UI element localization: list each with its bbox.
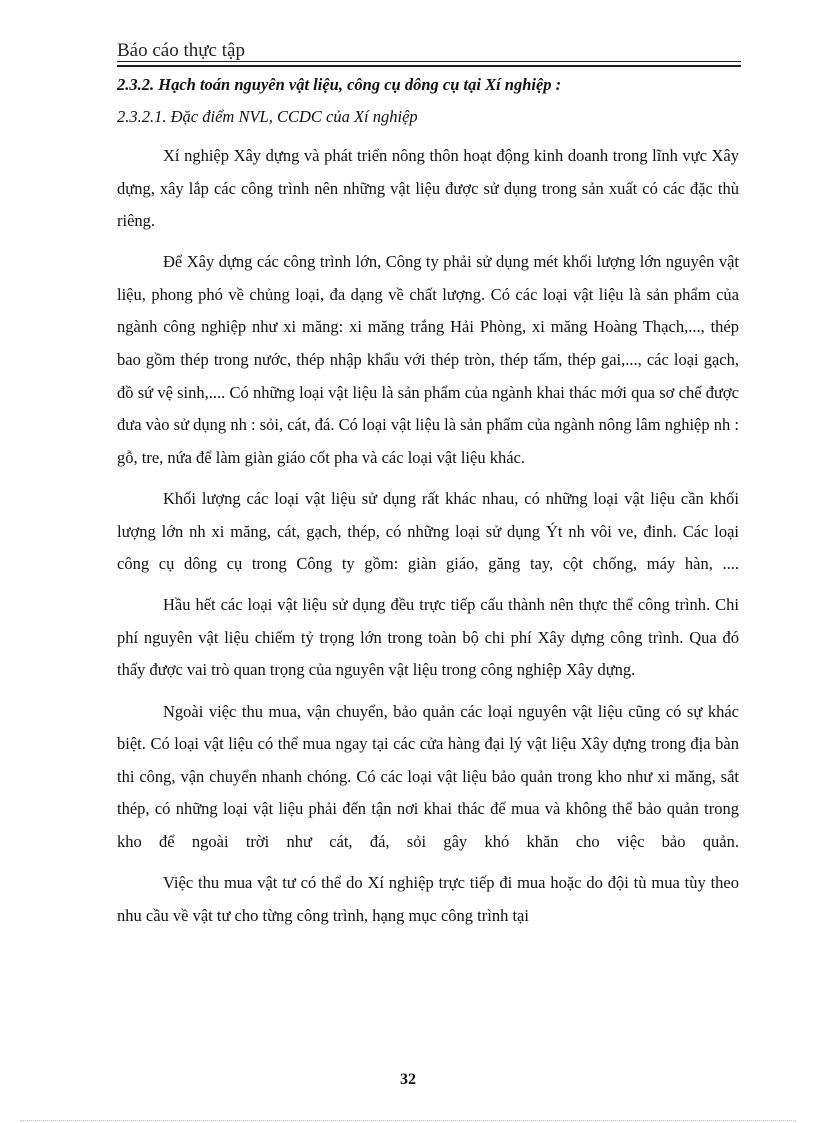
running-header: Báo cáo thực tập xyxy=(117,40,245,61)
page-number: 32 xyxy=(400,1071,416,1088)
paragraph: Xí nghiệp Xây dựng và phát triển nông thôn hoạt động kinh doanh trong lĩnh vực Xây dựng, xây lắp các công trình nên những vật liệu được sử dụng trong sản xuất có các đặc thù riêng. xyxy=(117,146,739,231)
footer-divider xyxy=(20,1120,796,1121)
paragraph: Việc thu mua vật tư có thể do Xí nghiệp trực tiếp đi mua hoặc do đội tù mua tùy theo nhu cầu về vật tư cho từng công trình, hạng mục công trình tại xyxy=(117,872,739,925)
header-rule-thick xyxy=(117,65,741,67)
paragraph: Khối lượng các loại vật liệu sử dụng rất khác nhau, có những loại vật liệu cần khối lượng lớn nh xi măng, cát, gạch, thép, có những loại sử dụng Ýt nh vôi ve, đinh. Các loại công cụ dông cụ trong Công ty gồm: giàn giáo, găng tay, cột chống, máy hàn, .... xyxy=(117,488,739,574)
paragraph: Ngoài việc thu mua, vận chuyển, bảo quản các loại nguyên vật liệu cũng có sự khác biệt. Có loại vật liệu có thể mua ngay tại các cửa hàng đại lý vật liệu Xây dựng trong địa bàn thi công, vận chuyển nhanh chóng. Có các loại vật liệu bảo quản trong kho như xi măng, sắt thép, có những loại vật liệu phải đến tận nơi khai thác để mua và không thể bảo quản trong kho để ngoài trời như cát, đá, sỏi gây khó khăn cho việc bảo quản. xyxy=(117,701,739,851)
paragraph: Hầu hết các loại vật liệu sử dụng đều trực tiếp cấu thành nên thực thể công trình. Chi phí nguyên vật liệu chiếm tỷ trọng lớn trong toàn bộ chi phí Xây dựng công trình. Qua đó thấy được vai trò quan trọng của nguyên vật liệu trong công nghiệp Xây dựng. xyxy=(117,595,739,680)
paragraph: Để Xây dựng các công trình lớn, Công ty phải sử dụng mét khối lượng lớn nguyên vật liệu, phong phó về chủng loại, đa dạng về chất lượng. Có các loại vật liệu là sản phẩm của ngành công nghiệp như xi măng: xi măng trắng Hải Phòng, xi măng Hoàng Thạch,..., thép bao gồm thép trong nước, thép nhập khẩu với thép tròn, thép tấm, thép gai,..., các loại gạch, đồ sứ vệ sinh,.... Có những loại vật liệu là sản phẩm của ngành khai thác mới qua sơ chế được đưa vào sử dụng nh : sỏi, cát, đá. Có loại vật liệu là sản phẩm của ngành nông lâm nghiệp nh : gỗ, tre, nứa để làm giàn giáo cốt pha và các loại vật liệu khác. xyxy=(117,252,739,467)
header-rule xyxy=(117,61,741,62)
body-text xyxy=(117,140,739,941)
section-heading: 2.3.2. Hạch toán nguyên vật liệu, công cụ dông cụ tại Xí nghiệp : xyxy=(117,75,562,94)
subsection-heading: 2.3.2.1. Đặc điểm NVL, CCDC của Xí nghiệp xyxy=(117,107,418,126)
